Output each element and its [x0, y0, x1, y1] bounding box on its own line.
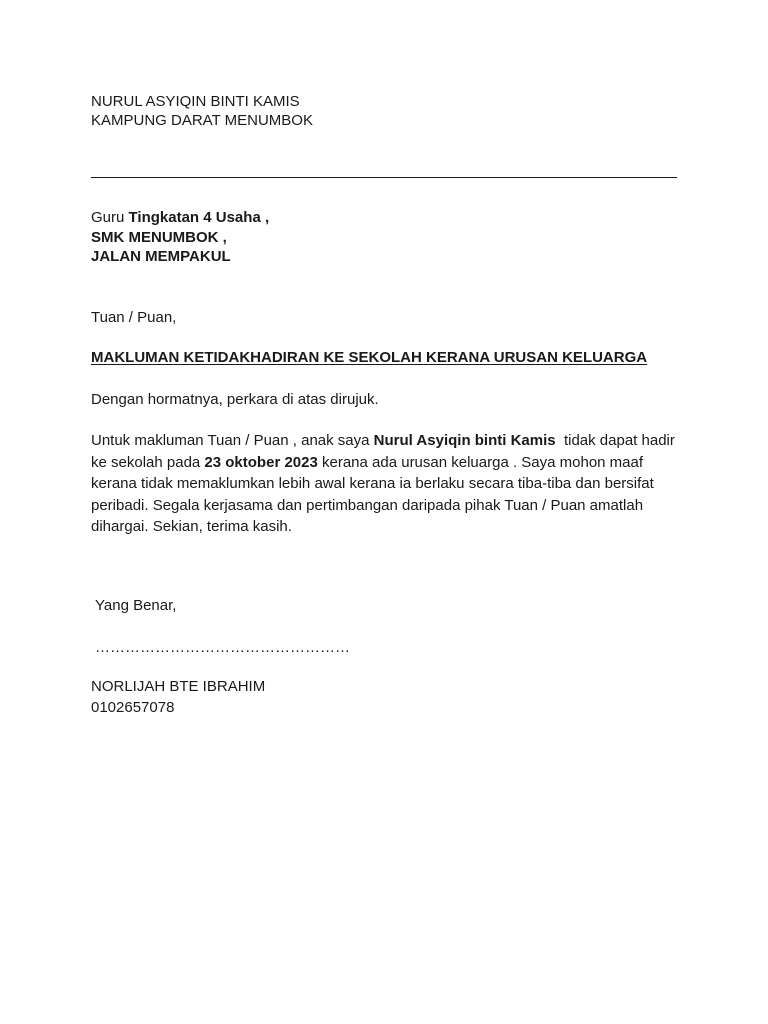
body-line-3: kerana tidak memaklumkan lebih awal kerana ia berlaku secara tiba-tiba dan bersifat	[91, 475, 654, 492]
recipient-road: JALAN MEMPAKUL	[91, 248, 231, 265]
recipient-prefix: Guru	[91, 209, 129, 226]
recipient-line-1	[91, 208, 269, 228]
signature-line: ……………………………………………	[95, 639, 350, 656]
sender-name: NURUL ASYIQIN BINTI KAMIS	[91, 93, 300, 110]
signer-name: NORLIJAH BTE IBRAHIM	[91, 678, 266, 695]
sender-address: KAMPUNG DARAT MENUMBOK	[91, 112, 313, 129]
body-line-5: dihargai. Sekian, terima kasih.	[91, 518, 292, 535]
body-line-4: peribadi. Segala kerjasama dan pertimbangan daripada pihak Tuan / Puan amatlah	[91, 496, 644, 514]
body-line-2: ke sekolah pada 23 oktober 2023 kerana ada urusan keluarga . Saya mohon maaf	[91, 453, 644, 471]
opening-sentence: Dengan hormatnya, perkara di atas dirujuk.	[91, 391, 379, 408]
subject-heading: MAKLUMAN KETIDAKHADIRAN KE SEKOLAH KERANA URUSAN KELUARGA	[91, 349, 648, 366]
divider-line	[91, 177, 677, 178]
body-line-1: Untuk makluman Tuan / Puan , anak saya Nurul Asyiqin binti Kamis tidak dapat hadir	[91, 432, 675, 449]
absence-date: 23 oktober 2023	[204, 453, 318, 471]
letter-body	[91, 430, 681, 538]
recipient-class: Tingkatan 4 Usaha ,	[128, 209, 270, 226]
salutation: Tuan / Puan,	[91, 309, 177, 326]
signer-phone: 0102657078	[91, 699, 175, 716]
recipient-school: SMK MENUMBOK ,	[91, 229, 227, 246]
student-name: Nurul Asyiqin binti Kamis	[373, 432, 556, 449]
closing-yang-benar: Yang Benar,	[95, 597, 177, 614]
